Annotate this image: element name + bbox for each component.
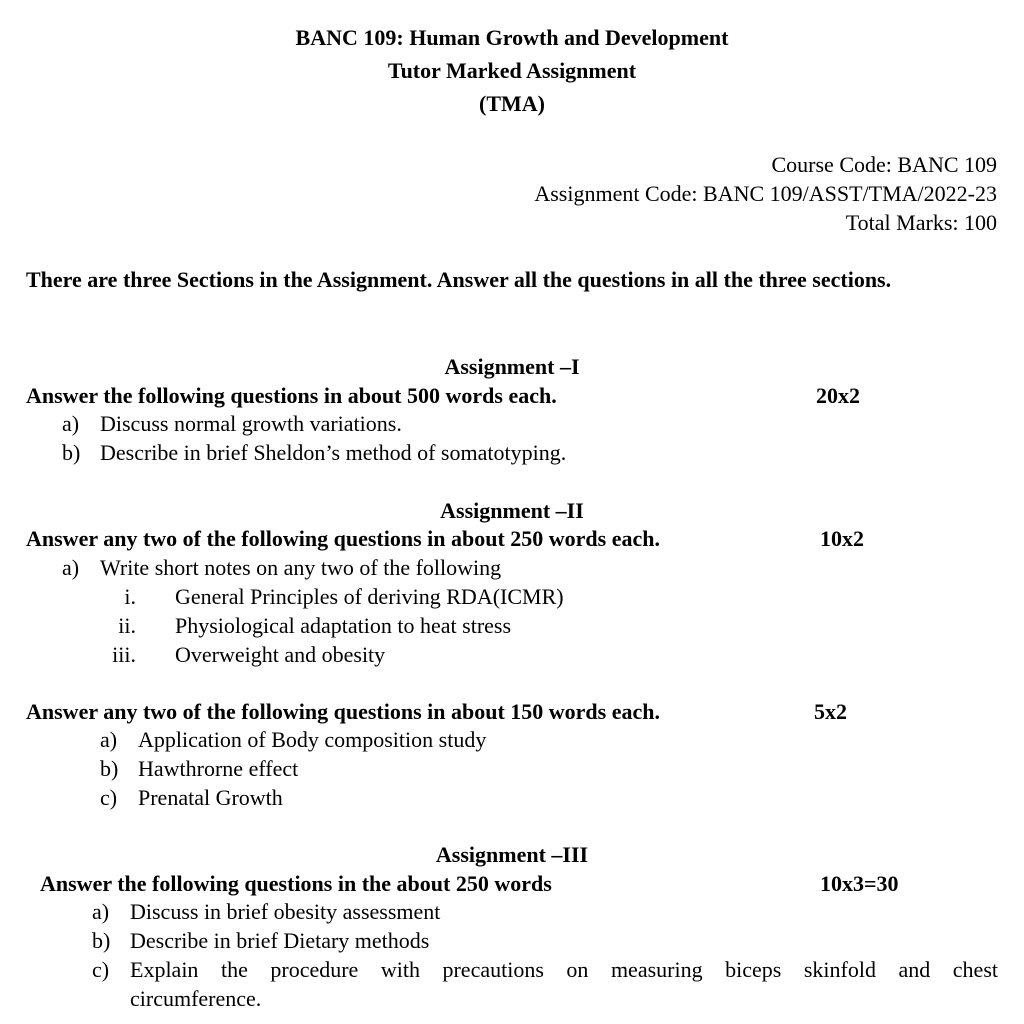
section-2-part-2-item-a-text: Application of Body composition study <box>138 727 487 752</box>
section-3-title: Assignment –III <box>435 842 589 867</box>
section-1-item-b-marker: b) <box>62 440 81 465</box>
section-2-part-2-item-c-text: Prenatal Growth <box>138 785 283 810</box>
section-1-marks: 20x2 <box>816 383 860 408</box>
section-1-item-b-text: Describe in brief Sheldon’s method of somatotyping. <box>100 440 567 465</box>
section-2-subitem-3-marker: iii. <box>112 642 136 667</box>
section-3-item-b-text: Describe in brief Dietary methods <box>130 928 430 953</box>
section-2-subitem-1-marker: i. <box>124 584 136 609</box>
section-2-subitem-1-text: General Principles of deriving RDA(ICMR) <box>175 584 564 609</box>
section-3-item-c-text: Explain the procedure with precautions on measuring biceps skinfold and chest <box>130 957 998 982</box>
section-2-part-2-marks: 5x2 <box>814 699 847 724</box>
section-3-item-a-marker: a) <box>92 899 110 924</box>
section-2-part-2-item-a-marker: a) <box>100 727 118 752</box>
section-2-instruction: Answer any two of the following questions in about 250 words each. <box>26 526 660 551</box>
intro-instructions: There are three Sections in the Assignment. Answer all the questions in all the three sections. <box>26 267 892 292</box>
section-2-subitem-2-marker: ii. <box>118 613 136 638</box>
section-2-subitem-2-text: Physiological adaptation to heat stress <box>175 613 512 638</box>
section-1-title: Assignment –I <box>444 354 580 379</box>
section-2-marks: 10x2 <box>820 526 864 551</box>
section-2-title: Assignment –II <box>440 498 584 523</box>
section-2-part-2-instruction: Answer any two of the following questions in about 150 words each. <box>26 699 660 724</box>
course-code: Course Code: BANC 109 <box>771 152 997 177</box>
section-2-part-2-item-b-marker: b) <box>100 756 119 781</box>
section-3-item-b-marker: b) <box>92 928 111 953</box>
section-3-item-c-marker: c) <box>92 957 110 982</box>
section-1-item-a-marker: a) <box>62 411 80 436</box>
assignment-code: Assignment Code: BANC 109/ASST/TMA/2022-23 <box>534 181 997 206</box>
section-3-marks: 10x3=30 <box>820 871 899 896</box>
document-subtitle: Tutor Marked Assignment <box>387 58 637 83</box>
section-1-instruction: Answer the following questions in about 500 words each. <box>26 383 557 408</box>
section-2-subitem-3-text: Overweight and obesity <box>175 642 386 667</box>
total-marks: Total Marks: 100 <box>845 210 997 235</box>
section-3-item-a-text: Discuss in brief obesity assessment <box>130 899 441 924</box>
section-3-item-c-text-continued: circumference. <box>130 986 262 1011</box>
section-2-item-a-marker: a) <box>62 555 80 580</box>
document-title: BANC 109: Human Growth and Development <box>295 25 729 50</box>
section-1-item-a-text: Discuss normal growth variations. <box>100 411 402 436</box>
document-abbrev: (TMA) <box>479 91 545 116</box>
section-2-part-2-item-b-text: Hawthrorne effect <box>138 756 299 781</box>
section-2-part-2-item-c-marker: c) <box>100 785 118 810</box>
section-3-instruction: Answer the following questions in the about 250 words <box>40 871 552 896</box>
section-2-item-a-text: Write short notes on any two of the following <box>100 555 502 580</box>
